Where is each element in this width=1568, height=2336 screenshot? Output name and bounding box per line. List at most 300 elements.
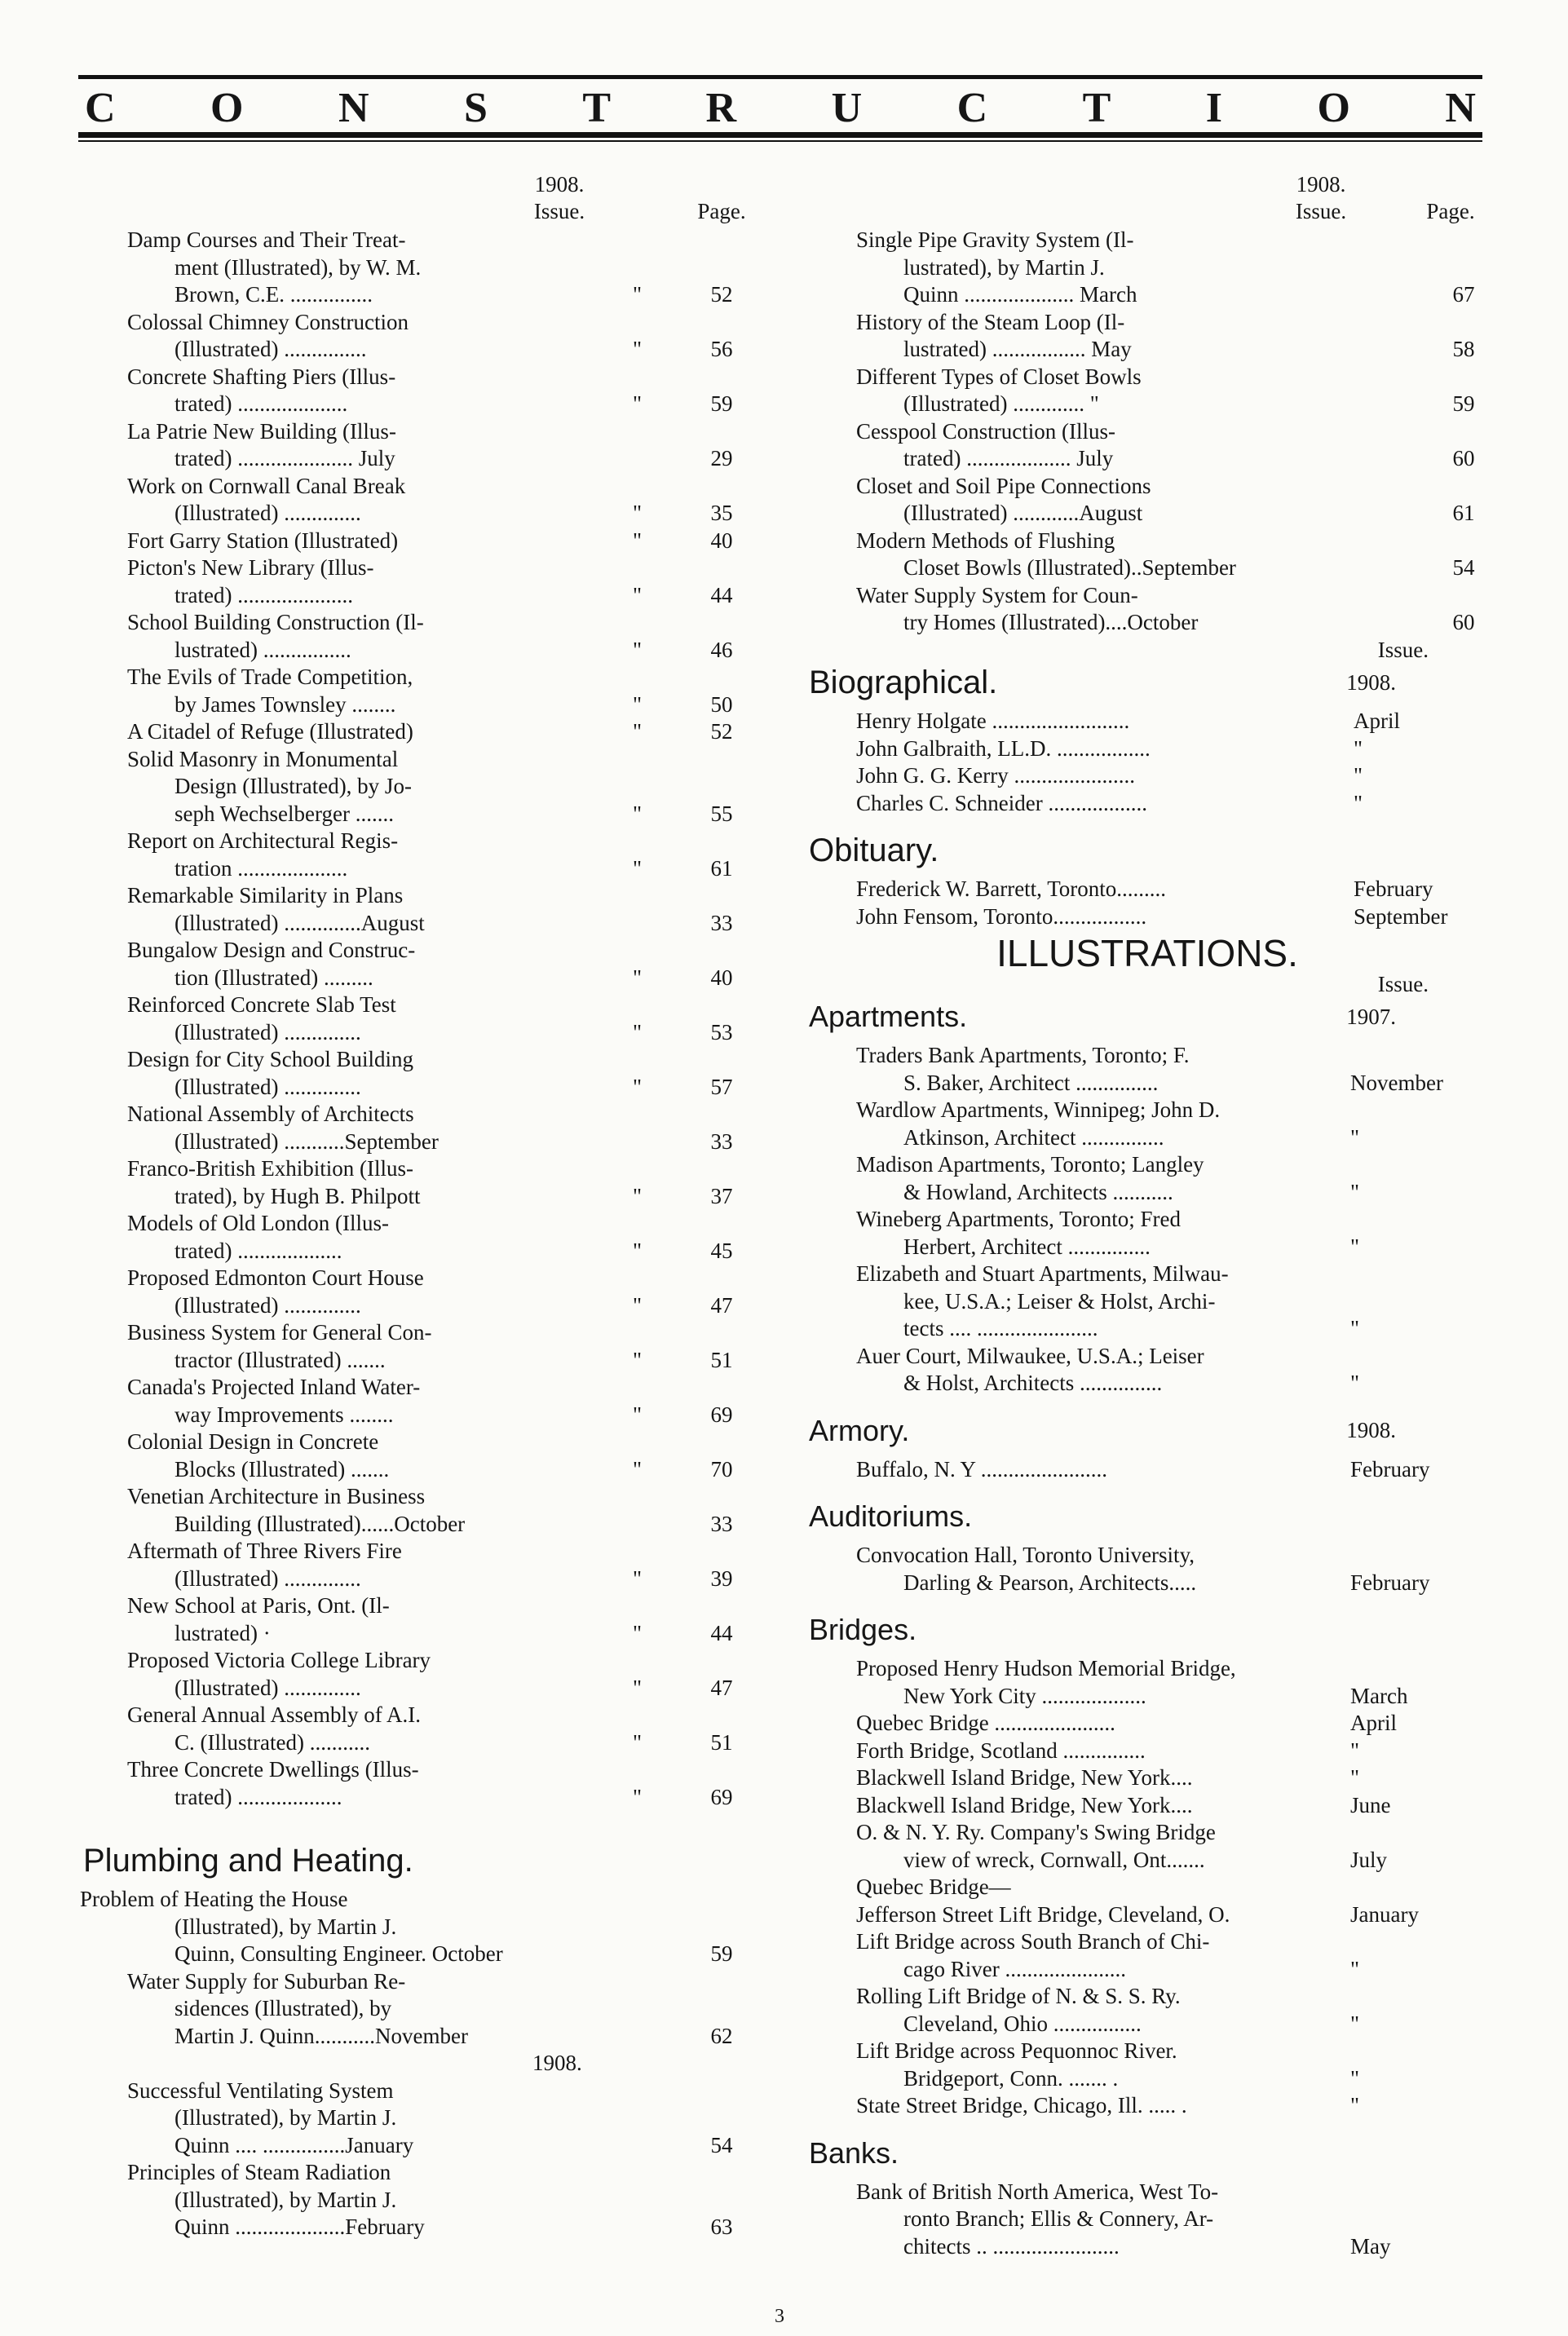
entry-line: (Illustrated) .............. [174, 1292, 361, 1318]
index-entry [127, 1483, 733, 1538]
entry-line: try Homes (Illustrated)....October [903, 610, 1199, 634]
entry-page: 59 [710, 1941, 733, 1966]
index-entry [127, 418, 733, 473]
entry-page: 53 [710, 1019, 733, 1044]
entry-issue: " [633, 391, 643, 416]
index-entry [127, 1538, 733, 1592]
entry-line: Franco-British Exhibition (Illus- [127, 1156, 413, 1181]
entry-line: (Illustrated) .............. [174, 501, 361, 525]
entry-line: Quebec Bridge— [856, 1875, 1011, 1899]
masthead-title [78, 85, 1482, 130]
entry-page: 51 [710, 1729, 733, 1755]
index-entry [127, 309, 733, 364]
bridges-entry-list [809, 1655, 1486, 2120]
entry-issue: " [1350, 1316, 1360, 1340]
entry-line: trated) ..................... July [174, 446, 395, 470]
index-entry [856, 1261, 1460, 1343]
entry-line: Different Types of Closet Bowls [856, 364, 1142, 389]
index-entry [856, 1206, 1460, 1261]
entry-line: A Citadel of Refuge (Illustrated) [127, 719, 413, 744]
auditoriums-entry-list [809, 1542, 1486, 1596]
entry-issue: " [1350, 1234, 1360, 1259]
entry-line: Quinn ....................February [174, 2215, 425, 2239]
entry-issue: " [1350, 1124, 1360, 1150]
index-entry [127, 746, 733, 828]
entry-page: 61 [1452, 501, 1475, 525]
entry-line: trated), by Hugh B. Philpott [174, 1183, 421, 1208]
entry-issue: " [633, 1620, 643, 1645]
entry-line: Models of Old London (Illus- [127, 1211, 389, 1235]
entry-page: 54 [1452, 555, 1475, 580]
entry-page: 63 [710, 2215, 733, 2239]
entry-line: (Illustrated) ..............August [174, 910, 425, 935]
entry-issue: September [1354, 903, 1448, 929]
issue-label: Issue. [1295, 199, 1347, 223]
index-entry [856, 1456, 1460, 1484]
entry-page: 40 [710, 528, 733, 553]
armory-year: 1908. [1346, 1418, 1396, 1442]
entry-issue: " [1350, 2093, 1360, 2117]
index-entry [127, 1046, 733, 1101]
masthead-letter: S [463, 84, 488, 131]
entry-issue: " [633, 1402, 643, 1427]
entry-issue: " [633, 582, 643, 607]
index-entry [856, 473, 1475, 528]
entry-page: 60 [1452, 610, 1475, 634]
entry-line: view of wreck, Cornwall, Ont....... [903, 1847, 1205, 1872]
masthead-letter: I [1205, 84, 1223, 131]
entry-issue: February [1350, 1456, 1430, 1482]
entry-issue: " [633, 691, 643, 717]
entry-line: (Illustrated) .............. [174, 1565, 361, 1591]
entry-line: Reinforced Concrete Slab Test [127, 992, 396, 1017]
entry-issue: April [1354, 709, 1400, 733]
entry-page: 60 [1452, 446, 1475, 470]
entry-issue: February [1350, 1570, 1430, 1595]
entry-issue: July [1350, 1847, 1388, 1872]
entry-issue: " [633, 1238, 643, 1263]
apartments-entry-list [809, 1042, 1486, 1398]
entry-line: (Illustrated) .............. [174, 1019, 361, 1044]
entry-line: Design (Illustrated), by Jo- [174, 774, 412, 798]
entry-issue: November [1350, 1070, 1443, 1095]
entry-line: History of the Steam Loop (Il- [856, 309, 1125, 334]
masthead-bottom-rule [78, 132, 1482, 138]
illustrations-title: ILLUSTRATIONS. [996, 932, 1298, 974]
entry-issue: " [633, 965, 643, 990]
entry-issue: " [633, 1565, 643, 1591]
entry-line: Traders Bank Apartments, Toronto; F. [856, 1043, 1190, 1067]
entry-line: John Fensom, Toronto................. [856, 903, 1147, 929]
index-entry [856, 762, 1443, 790]
entry-issue: " [633, 1784, 643, 1809]
entry-issue: " [1350, 1765, 1360, 1790]
entry-line: Quinn .................... March [903, 282, 1137, 307]
entry-issue: January [1350, 1901, 1419, 1927]
entry-line: Colossal Chimney Construction [127, 309, 409, 334]
entry-line: tractor (Illustrated) ....... [174, 1347, 386, 1372]
entry-line: Proposed Edmonton Court House [127, 1265, 424, 1290]
entry-issue: March [1350, 1683, 1408, 1708]
entry-line: Lift Bridge across South Branch of Chi- [856, 1929, 1210, 1954]
entry-issue: " [633, 855, 643, 881]
index-entry [856, 309, 1475, 364]
entry-line: seph Wechselberger ....... [174, 801, 394, 826]
entry-line: (Illustrated), by Martin J. [174, 2105, 397, 2130]
entry-line: General Annual Assembly of A.I. [127, 1702, 421, 1727]
entry-page: 59 [1452, 391, 1475, 416]
entry-line: Three Concrete Dwellings (Illus- [127, 1757, 419, 1782]
masthead [78, 75, 1482, 142]
entry-line: Remarkable Similarity in Plans [127, 883, 404, 907]
entry-issue: " [633, 1347, 643, 1372]
masthead-bottom-rule-thin [78, 140, 1482, 142]
entry-line: School Building Construction (Il- [127, 610, 424, 634]
index-entry [127, 2078, 733, 2160]
entry-line: lustrated) ................. May [903, 337, 1132, 361]
masthead-top-rule [78, 75, 1482, 79]
index-entry [856, 582, 1475, 637]
entry-issue: " [1350, 2065, 1360, 2091]
entry-page: 52 [710, 719, 733, 744]
index-entry [856, 1710, 1460, 1738]
index-entry [127, 473, 733, 528]
plumbing-heading: Plumbing and Heating. [83, 1843, 413, 1879]
index-entry [127, 1429, 733, 1483]
issue-label: Issue. [533, 199, 585, 223]
masthead-letter: U [831, 84, 863, 131]
index-entry [856, 418, 1475, 473]
index-entry [127, 1101, 733, 1155]
entry-line: C. (Illustrated) ........... [174, 1729, 370, 1755]
entry-line: Water Supply for Suburban Re- [127, 1968, 406, 1994]
entry-page: 69 [710, 1784, 733, 1809]
masthead-letter: R [705, 84, 737, 131]
entry-line: tion (Illustrated) ......... [174, 965, 373, 990]
entry-page: 57 [710, 1074, 733, 1099]
plumbing-entry-list [80, 1886, 750, 2050]
entry-line: Forth Bridge, Scotland ............... [856, 1738, 1146, 1763]
armory-heading: Armory. [809, 1413, 910, 1447]
entry-issue: " [1354, 790, 1363, 815]
entry-issue: April [1350, 1711, 1397, 1735]
index-entry [856, 1343, 1460, 1398]
index-entry [127, 1592, 733, 1647]
entry-issue: " [633, 1456, 643, 1482]
index-entry [127, 2159, 733, 2241]
entry-page: 40 [710, 965, 733, 990]
entry-line: trated) ................... [174, 1784, 342, 1809]
index-entry [856, 2038, 1460, 2092]
entry-issue: " [633, 719, 643, 744]
entry-line: Proposed Henry Hudson Memorial Bridge, [856, 1656, 1236, 1680]
entry-line: (Illustrated) .............. [174, 1675, 361, 1700]
entry-line: Proposed Victoria College Library [127, 1648, 431, 1672]
entry-page: 46 [710, 637, 733, 662]
entry-page: 62 [710, 2023, 733, 2048]
index-entry [856, 1151, 1460, 1206]
entry-page: 56 [710, 337, 733, 361]
entry-line: Canada's Projected Inland Water- [127, 1375, 421, 1399]
index-entry [127, 882, 733, 937]
index-entry [127, 1265, 733, 1319]
entry-issue: " [633, 801, 643, 826]
index-entry [856, 227, 1475, 309]
biographical-heading: Biographical. [809, 665, 998, 700]
index-entry [856, 1874, 1460, 1901]
entry-line: Concrete Shafting Piers (Illus- [127, 364, 396, 389]
banks-heading: Banks. [809, 2135, 899, 2170]
entry-issue: " [633, 1074, 643, 1099]
index-entry [856, 1542, 1460, 1596]
entry-line: ronto Branch; Ellis & Connery, Ar- [903, 2206, 1214, 2231]
index-entry [127, 1756, 733, 1811]
entry-line: Report on Architectural Regis- [127, 828, 399, 853]
entry-page: 55 [710, 801, 733, 826]
entry-line: John Galbraith, LL.D. ................. [856, 735, 1151, 761]
index-entry [856, 2092, 1460, 2120]
index-entry [856, 1819, 1460, 1874]
page-label: Page. [697, 199, 746, 223]
index-entry [127, 1968, 733, 2051]
auditoriums-heading: Auditoriums. [809, 1499, 973, 1533]
entry-line: trated) .................... [174, 391, 348, 416]
entry-page: 39 [710, 1565, 733, 1591]
entry-page: 44 [710, 1620, 733, 1645]
entry-line: (Illustrated) .............. [174, 1074, 361, 1099]
entry-issue: " [633, 1019, 643, 1044]
index-entry [856, 1928, 1460, 1983]
entry-line: State Street Bridge, Chicago, Ill. ..... . [856, 2093, 1187, 2117]
entry-line: Aftermath of Three Rivers Fire [127, 1539, 402, 1563]
year-label: 1908. [1296, 172, 1346, 197]
entry-issue: " [633, 1729, 643, 1755]
entry-line: & Holst, Architects ............... [903, 1371, 1163, 1395]
index-entry [127, 554, 733, 609]
entry-line: kee, U.S.A.; Leiser & Holst, Archi- [903, 1288, 1216, 1314]
index-entry [856, 1655, 1460, 1710]
index-entry [127, 1319, 733, 1374]
entry-line: Elizabeth and Stuart Apartments, Milwau- [856, 1261, 1229, 1286]
entry-line: Convocation Hall, Toronto University, [856, 1543, 1195, 1567]
index-entry [127, 718, 733, 746]
entry-line: Building (Illustrated)......October [174, 1511, 466, 1536]
page-number: 3 [775, 2306, 784, 2327]
entry-line: (Illustrated) ...........September [174, 1128, 439, 1154]
entry-line: way Improvements ........ [174, 1402, 394, 1427]
entry-page: 54 [710, 2132, 733, 2157]
entry-line: Herbert, Architect ............... [903, 1234, 1151, 1259]
banks-entry-list [809, 2179, 1486, 2261]
entry-page: 45 [710, 1238, 733, 1263]
entry-issue: June [1350, 1792, 1391, 1817]
entry-page: 50 [710, 691, 733, 717]
entry-issue: " [633, 282, 643, 307]
index-entry [856, 708, 1443, 735]
left-column-header [80, 171, 750, 227]
biographical-issue-label: Issue. [1377, 637, 1429, 662]
index-entry [127, 1155, 733, 1210]
entry-line: Solid Masonry in Monumental [127, 746, 399, 771]
index-entry [856, 2179, 1460, 2261]
entry-page: 37 [710, 1183, 733, 1208]
entry-line: trated) ................... [174, 1238, 342, 1263]
index-entry [856, 1792, 1460, 1820]
entry-line: Quinn .... ...............January [174, 2132, 414, 2157]
entry-line: Blackwell Island Bridge, New York.... [856, 1792, 1193, 1817]
entry-line: (Illustrated) ............. " [903, 391, 1099, 416]
index-entry [127, 528, 733, 555]
entry-line: The Evils of Trade Competition, [127, 665, 413, 689]
plumbing-sub-year: 1908. [532, 2051, 582, 2075]
entry-line: (Illustrated), by Martin J. [174, 1914, 397, 1939]
masthead-letter: N [1445, 84, 1476, 131]
entry-issue: " [633, 337, 643, 361]
entry-line: Brown, C.E. ............... [174, 282, 373, 307]
entry-line: Principles of Steam Radiation [127, 2160, 391, 2184]
entry-line: Blocks (Illustrated) ....... [174, 1456, 390, 1482]
entry-line: Madison Apartments, Toronto; Langley [856, 1152, 1204, 1177]
entry-issue: May [1350, 2233, 1391, 2259]
masthead-letter: C [85, 84, 116, 131]
left-column [80, 171, 750, 2241]
biographical-year: 1908. [1346, 669, 1396, 695]
entry-line: tects .... ...................... [903, 1316, 1098, 1340]
year-label: 1908. [534, 172, 585, 197]
entry-page: 47 [710, 1675, 733, 1700]
index-entry [80, 1886, 733, 1968]
entry-line: sidences (Illustrated), by [174, 1996, 392, 2020]
entry-issue: " [1350, 1371, 1360, 1395]
entry-line: Single Pipe Gravity System (Il- [856, 227, 1134, 252]
masthead-letter: T [582, 84, 612, 131]
entry-issue: " [1354, 763, 1363, 788]
index-entry [127, 991, 733, 1046]
index-entry [856, 1738, 1460, 1765]
entry-page: 70 [710, 1456, 733, 1482]
index-entry [127, 937, 733, 991]
index-entry [127, 609, 733, 664]
entry-line: Picton's New Library (Illus- [127, 555, 374, 580]
entry-line: Wardlow Apartments, Winnipeg; John D. [856, 1097, 1221, 1122]
entry-page: 67 [1452, 282, 1475, 307]
entry-line: Buffalo, N. Y ....................... [856, 1456, 1107, 1482]
entry-line: Henry Holgate ......................... [856, 709, 1130, 733]
entry-line: New York City ................... [903, 1683, 1146, 1708]
entry-issue: February [1354, 877, 1433, 901]
masthead-letter: C [956, 84, 988, 131]
index-entry [856, 1983, 1460, 2038]
entry-line: Modern Methods of Flushing [856, 528, 1115, 553]
entry-line: Fort Garry Station (Illustrated) [127, 528, 399, 553]
entry-line: Bridgeport, Conn. ....... . [903, 2065, 1119, 2091]
entry-line: Blackwell Island Bridge, New York.... [856, 1765, 1193, 1790]
entry-line: Wineberg Apartments, Toronto; Fred [856, 1207, 1181, 1231]
masthead-letter: N [338, 84, 369, 131]
entry-line: John G. G. Kerry ...................... [856, 763, 1135, 788]
entry-line: Quebec Bridge ...................... [856, 1711, 1115, 1735]
index-entry [856, 903, 1448, 931]
entry-line: tration .................... [174, 855, 348, 881]
entry-line: Frederick W. Barrett, Toronto......... [856, 877, 1167, 901]
entry-page: 29 [710, 446, 733, 470]
entry-line: Cleveland, Ohio ................ [903, 2011, 1142, 2036]
entry-line: trated) ..................... [174, 582, 353, 607]
entry-line: S. Baker, Architect ............... [903, 1070, 1159, 1095]
entry-issue: " [1350, 2011, 1360, 2036]
entry-issue: " [633, 637, 643, 662]
entry-line: Colonial Design in Concrete [127, 1429, 379, 1454]
index-entry [127, 1702, 733, 1756]
obituary-heading: Obituary. [809, 832, 939, 868]
plumbing-entry-list-2 [80, 2078, 750, 2241]
index-entry [127, 664, 733, 718]
entry-line: lustrated), by Martin J. [903, 254, 1105, 280]
entry-line: lustrated) · [174, 1620, 271, 1645]
entry-issue: " [633, 1183, 643, 1208]
biographical-heading-row [809, 664, 1486, 701]
entry-line: Bank of British North America, West To- [856, 2179, 1219, 2204]
entry-line: Jefferson Street Lift Bridge, Cleveland, O. [856, 1901, 1230, 1927]
entry-line: Business System for General Con- [127, 1320, 432, 1345]
entry-line: Lift Bridge across Pequonnoc River. [856, 2038, 1177, 2063]
entry-line: Design for City School Building [127, 1047, 413, 1071]
index-entry [856, 1901, 1460, 1929]
index-entry [127, 1374, 733, 1429]
index-entry [856, 1764, 1460, 1792]
entry-issue: " [633, 1292, 643, 1318]
entry-line: Quinn, Consulting Engineer. October [174, 1941, 503, 1966]
entry-line: by James Townsley ........ [174, 691, 396, 717]
index-entry [127, 364, 733, 418]
entry-line: (Illustrated) ............... [174, 337, 367, 361]
index-entry [856, 1042, 1460, 1097]
entry-line: (Illustrated) ............August [903, 501, 1143, 525]
entry-issue: " [1350, 1738, 1360, 1763]
index-entry [856, 364, 1475, 418]
index-entry [856, 876, 1443, 903]
entry-issue: " [1350, 1179, 1360, 1204]
masthead-letter: T [1082, 84, 1111, 131]
entry-line: O. & N. Y. Ry. Company's Swing Bridge [856, 1820, 1216, 1844]
entry-line: Auer Court, Milwaukee, U.S.A.; Leiser [856, 1343, 1204, 1368]
page-label: Page. [1426, 199, 1475, 223]
index-entry [856, 790, 1443, 818]
entry-line: Bungalow Design and Construc- [127, 938, 416, 962]
entry-line: Darling & Pearson, Architects..... [903, 1570, 1197, 1595]
bridges-heading: Bridges. [809, 1613, 917, 1646]
entry-line: & Howland, Architects ........... [903, 1179, 1173, 1204]
apartments-heading: Apartments. [809, 1000, 968, 1033]
entry-line: Cesspool Construction (Illus- [856, 418, 1115, 444]
index-entry [127, 1210, 733, 1265]
entry-page: 59 [710, 391, 733, 416]
armory-entry-list [809, 1456, 1486, 1484]
entry-line: ment (Illustrated), by W. M. [174, 254, 422, 280]
entry-issue: " [1350, 1956, 1360, 1981]
entry-page: 44 [710, 582, 733, 607]
entry-line: Water Supply System for Coun- [856, 582, 1138, 607]
right-column [809, 171, 1486, 2260]
entry-page: 58 [1452, 337, 1475, 361]
illustrations-issue-label: Issue. [1377, 971, 1429, 996]
entry-page: 35 [710, 501, 733, 525]
entry-line: Problem of Heating the House [80, 1887, 348, 1911]
entry-line: Atkinson, Architect ............... [903, 1124, 1164, 1150]
right-column-header [809, 171, 1486, 227]
entry-line: New School at Paris, Ont. (Il- [127, 1593, 390, 1618]
index-entry [856, 1097, 1460, 1151]
